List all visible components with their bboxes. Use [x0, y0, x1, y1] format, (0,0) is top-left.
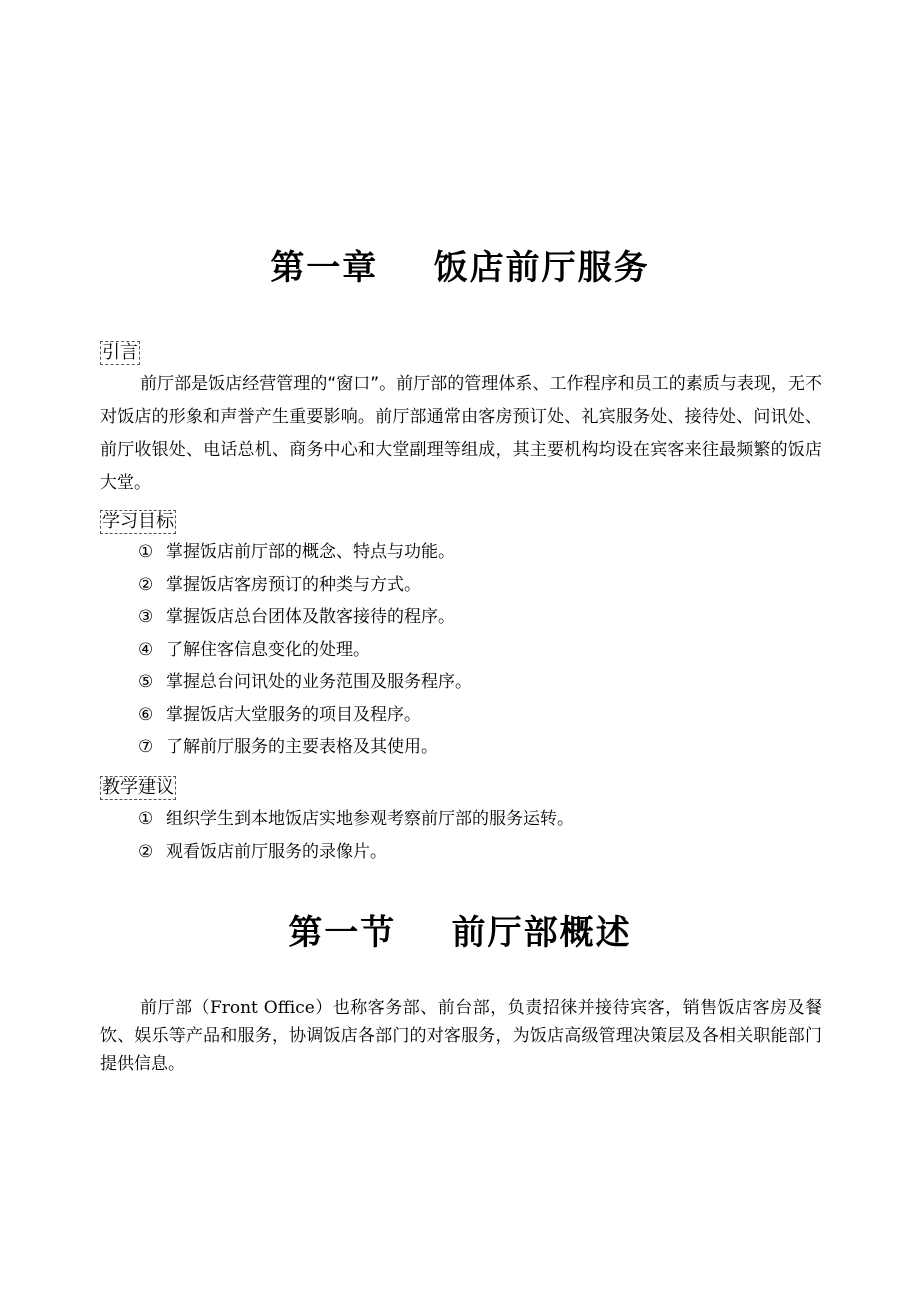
item-text: 掌握饭店总台团体及散客接待的程序。 — [166, 607, 455, 627]
list-item — [138, 536, 472, 569]
item-text: 了解住客信息变化的处理。 — [166, 639, 370, 660]
item-number: ⑦ — [138, 737, 154, 757]
item-text: 掌握饭店前厅部的概念、特点与功能。 — [166, 542, 455, 562]
list-item — [138, 569, 472, 602]
objectives-label: 学习目标 — [102, 511, 174, 532]
item-number: ④ — [138, 639, 154, 660]
section-title: 第一节 前厅部概述 — [288, 913, 632, 953]
suggestions-list — [138, 803, 574, 868]
item-number: ② — [138, 841, 154, 862]
item-number: ⑥ — [138, 704, 154, 725]
item-number: ③ — [138, 607, 154, 627]
list-item — [138, 699, 472, 732]
item-text: 掌握饭店客房预订的种类与方式。 — [166, 574, 421, 595]
section-paragraph: 前厅部（Front Office）也称客务部、前台部，负责招徕并接待宾客，销售饭店客房及餐饮、娱乐等产品和服务，协调饭店各部门的对客服务，为饭店高级管理决策层及各相关职能部门提供信息。 — [100, 998, 822, 1074]
item-text: 了解前厅服务的主要表格及其使用。 — [166, 737, 438, 757]
list-item — [138, 803, 574, 836]
item-text: 掌握总台问讯处的业务范围及服务程序。 — [166, 672, 472, 692]
list-item — [138, 836, 574, 869]
item-number: ⑤ — [138, 672, 154, 692]
list-item — [138, 731, 472, 764]
item-text: 组织学生到本地饭店实地参观考察前厅部的服务运转。 — [166, 809, 574, 829]
item-text: 观看饭店前厅服务的录像片。 — [166, 841, 387, 862]
chapter-title: 第一章 饭店前厅服务 — [270, 248, 650, 288]
objectives-list — [138, 536, 472, 764]
item-text: 掌握饭店大堂服务的项目及程序。 — [166, 704, 421, 725]
intro-paragraph: 前厅部是饭店经营管理的“窗口”。前厅部的管理体系、工作程序和员工的素质与表现，无不对饭店的形象和声誉产生重要影响。前厅部通常由客房预订处、礼宾服务处、接待处、问讯处、前厅收银处、电话总机、商务中心和大堂副理等组成，其主要机构均设在宾客来往最频繁的饭店大堂。 — [100, 374, 822, 493]
item-number: ② — [138, 574, 154, 595]
list-item — [138, 666, 472, 699]
item-number: ① — [138, 809, 154, 829]
item-number: ① — [138, 542, 154, 562]
list-item — [138, 601, 472, 634]
list-item — [138, 634, 472, 667]
suggestions-label: 教学建议 — [102, 777, 174, 798]
intro-label: 引言 — [102, 342, 138, 363]
